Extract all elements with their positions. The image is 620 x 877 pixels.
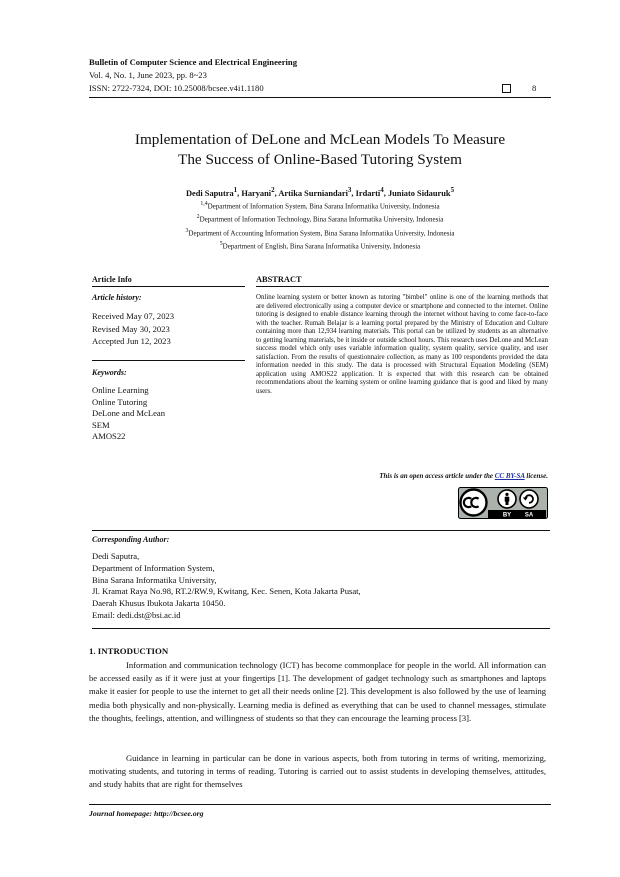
- history-revised: Revised May 30, 2023: [92, 323, 170, 334]
- title-line-1: Implementation of DeLone and McLean Models To Measure: [134, 131, 506, 148]
- article-info-divider: [92, 286, 245, 287]
- corresponding-details: [92, 551, 472, 622]
- header-divider: [89, 97, 551, 98]
- keyword-list: [92, 385, 244, 443]
- corresponding-divider-top: [92, 530, 550, 531]
- square-icon: [502, 84, 511, 93]
- author: Irdarti$^4$: [355, 186, 384, 198]
- corresponding-line: Dedi Saputra,: [92, 551, 140, 561]
- cc-by-sa-badge[interactable]: [458, 487, 548, 519]
- badge-sa-label: SA: [524, 512, 534, 519]
- author-list: Dedi Saputra$^1$, Haryani$^2$, Artika Surniandari$^3$, Irdarti$^4$, Juniato Sidauruk$^5$: [185, 186, 455, 198]
- article-info-heading: Article Info: [92, 275, 132, 284]
- paper-title: [60, 130, 580, 170]
- keyword: AMOS22: [92, 431, 126, 441]
- author: Juniato Sidauruk$^5$: [387, 186, 455, 198]
- corresponding-line: Bina Sarana Informatika University,: [92, 574, 217, 585]
- article-history-heading: Article history:: [92, 293, 142, 302]
- affiliation: $^5$Department of English, Bina Sarana Informatika University, Indonesia: [219, 240, 421, 251]
- corresponding-divider-bottom: [92, 628, 550, 629]
- history-received: Received May 07, 2023: [92, 311, 175, 321]
- corresponding-email: Email: dedi.dst@bsi.ac.id: [92, 609, 181, 620]
- abstract-text: Online learning system or better known as tutoring "bimbel" online is one of the learning methods that are delivered electronically using a computer device or smartphone and connected to the internet. Online tutoring is designed to enable distance learning through the internet without having to come face-to-face with the teacher. Rumah Belajar is a learning portal prepared by the Ministry of Education and Culture containing more than 12,934 learning materials. This portal can be utilized by students as an alternative to getting learning materials, be it inside or outside school hours. This research uses DeLone and McLean success model which only uses variable information quality, system quality, service quality, and user satisfaction. From the results of questionnaire collection, as many as 100 respondents provided the data information needed in this study. The data is processed with Structural Equation Modeling (SEM) application using AMOS22 application. It is expected that with this research can be obtained recommendations about the learning system or online learning guidance that is good and liked by many users.: [256, 294, 548, 396]
- body-paragraph: Information and communication technology (ICT) has become commonplace for people in the world. All information can be accessed easily as if it were just at your fingertips [1]. The development of gadget technology such as smartphones and laptops make it easier for people to use the internet to get all their needs online [2]. This development is also followed by the use of learning media both physically and non-physically. Learning media is defined as everything that can be used to channel messages, stimulate the thoughts, feelings, attention, and willingness of students so that they can encourage the learning process [3].: [89, 660, 546, 723]
- keywords-divider: [92, 360, 245, 361]
- abstract-divider: [256, 286, 549, 287]
- journal-homepage[interactable]: Journal homepage: http://bcsee.org: [89, 809, 204, 818]
- share-alike-icon: [520, 490, 538, 508]
- corresponding-line: Jl. Kramat Raya No.98, RT.2/RW.9, Kwitang, Kec. Senen, Kota Jakarta Pusat,: [92, 586, 361, 597]
- abstract-heading: ABSTRACT: [256, 275, 302, 284]
- affiliation: $^{1,4}$Department of Information System, Bina Sarana Informatika University, Indonesia: [200, 201, 440, 211]
- corresponding-line: Daerah Khusus Ibukota Jakarta 10450.: [92, 598, 226, 609]
- keywords-heading: Keywords:: [92, 368, 127, 377]
- corresponding-line: Department of Information System,: [92, 562, 215, 573]
- keyword: SEM: [92, 419, 110, 430]
- creative-commons-icon: [461, 490, 487, 516]
- keyword: DeLone and McLean: [92, 408, 166, 418]
- keyword: Online Learning: [92, 385, 149, 395]
- affiliation: $^3$Department of Accounting Information System, Bina Sarana Informatika University, Indonesia: [185, 227, 455, 237]
- footer-divider: [89, 804, 551, 805]
- article-history: [92, 310, 244, 348]
- section-heading-introduction: 1. INTRODUCTION: [89, 646, 169, 656]
- volume-info: Vol. 4, No. 1, June 2023, pp. 8~23: [89, 70, 207, 80]
- affiliation: $^2$Department of Information Technology, Bina Sarana Informatika University, Indonesia: [196, 214, 444, 224]
- page-number: 8: [532, 83, 537, 93]
- keyword: Online Tutoring: [92, 396, 148, 407]
- attribution-icon: [498, 490, 516, 508]
- badge-by-label: BY: [502, 512, 512, 519]
- open-access-notice: This is an open access article under the CC BY-SA license.: [379, 472, 548, 480]
- license-link[interactable]: CC BY-SA: [494, 472, 525, 480]
- affiliations: [60, 199, 580, 252]
- issn-doi: ISSN: 2722-7324, DOI: 10.25008/bcsee.v4i1.1180: [89, 83, 264, 93]
- author: Dedi Saputra$^1$: [185, 186, 238, 198]
- title-line-2: The Success of Online-Based Tutoring System: [178, 151, 462, 168]
- body-paragraph: Guidance in learning in particular can be done in various aspects, both from tutoring in terms of writing, memorizing, motivating students, and tutoring in terms of reading. Tutoring is carried out to assist students in developing themselves, attitudes, and study habits that are right for themselves: [89, 753, 546, 790]
- author: Haryani$^2$: [241, 186, 275, 198]
- journal-name: Bulletin of Computer Science and Electrical Engineering: [89, 57, 297, 67]
- author: Artika Surniandari$^3$: [278, 186, 352, 198]
- history-accepted: Accepted Jun 12, 2023: [92, 336, 171, 346]
- corresponding-heading: Corresponding Author:: [92, 535, 170, 544]
